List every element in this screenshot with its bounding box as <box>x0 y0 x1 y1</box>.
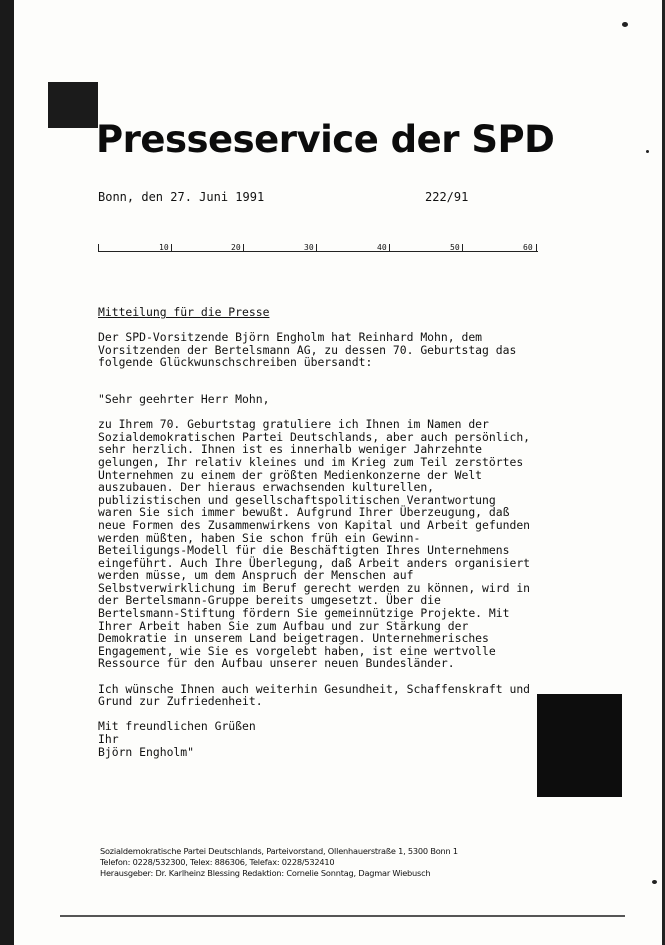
footer-contact: Telefon: 0228/532300, Telex: 886306, Telefax: 0228/532410 <box>100 857 335 867</box>
text-line: Ressource für den Aufbau unserer neuen Bundesländer. <box>98 656 455 671</box>
footer-address: Sozialdemokratische Partei Deutschlands, Parteivorstand, Ollenhauerstraße 1, 5300 Bonn 1 <box>100 846 458 856</box>
ruler-tick <box>536 244 537 252</box>
ruler-label-20: 20 <box>231 243 241 252</box>
scan-speck <box>646 150 649 153</box>
text-line: Grund zur Zufriedenheit. <box>98 694 263 709</box>
text-line: der Bertelsmann-Gruppe bereits umgesetzt. Über die <box>98 593 441 608</box>
text-line: gelungen, Ihr relativ kleines und im Krieg zum Teil zerstörtes <box>98 454 524 469</box>
text-line: Sozialdemokratischen Partei Deutschlands, aber auch persönlich, <box>98 429 531 444</box>
ruler-label-40: 40 <box>377 243 387 252</box>
text-line: waren Sie sich immer bewußt. Aufgrund Ihrer Überzeugung, daß <box>98 505 510 520</box>
ruler-label-50: 50 <box>450 243 460 252</box>
letter-body <box>98 306 558 771</box>
ruler-tick <box>243 244 244 252</box>
dateline: Bonn, den 27. Juni 1991 <box>98 190 265 204</box>
scan-corner-mark <box>48 82 98 128</box>
text-line: eingeführt. Auch Ihre Überlegung, daß Arbeit anders organisiert <box>98 555 531 570</box>
text-line: Bertelsmann-Stiftung fördern Sie gemeinnützige Projekte. Mit <box>98 606 510 621</box>
text-line: Engagement, wie Sie es vorgelebt haben, ist eine wertvolle <box>98 643 496 658</box>
scan-speck <box>622 22 628 27</box>
text-line: Demokratie in unserem Land beigetragen. Unternehmerisches <box>98 631 489 646</box>
text-line: Vorsitzenden der Bertelsmann AG, zu dessen 70. Geburtstag das <box>98 342 517 357</box>
ruler-tick <box>98 244 99 252</box>
ruler-tick <box>316 244 317 252</box>
text-line: neue Formen des Zusammenwirkens von Kapital und Arbeit gefunden <box>98 517 531 532</box>
page-title: Presseservice der SPD <box>96 118 555 161</box>
salutation: "Sehr geehrter Herr Mohn, <box>98 391 270 406</box>
scan-speck <box>652 880 657 884</box>
ruler-label-10: 10 <box>159 243 169 252</box>
ruler-label-60: 60 <box>523 243 533 252</box>
reference-number: 222/91 <box>425 190 469 204</box>
text-line: publizistischen und gesellschaftspolitischen Verantwortung <box>98 492 496 507</box>
signoff <box>98 720 558 758</box>
footer-editorial: Herausgeber: Dr. Karlheinz Blessing Redaktion: Cornelie Sonntag, Dagmar Wiebusch <box>100 868 431 878</box>
scan-edge-bottom <box>60 915 625 917</box>
typewriter-ruler <box>98 241 538 255</box>
ruler-tick <box>389 244 390 252</box>
text-line: werden müßten, haben Sie schon früh ein Gewinn- <box>98 530 421 545</box>
text-line: auszubauen. Der hieraus erwachsenden kulturellen, <box>98 480 435 495</box>
intro-paragraph <box>98 331 558 369</box>
main-paragraph <box>98 418 558 670</box>
text-line: Mit freundlichen Grüßen <box>98 719 256 734</box>
closing-paragraph <box>98 683 558 708</box>
text-line: Ihr <box>98 732 119 746</box>
text-line: Der SPD-Vorsitzende Björn Engholm hat Reinhard Mohn, dem <box>98 330 483 345</box>
scan-edge-left <box>0 0 14 945</box>
ruler-tick <box>171 244 172 252</box>
text-line: zu Ihrem 70. Geburtstag gratuliere ich Ihnen im Namen der <box>98 417 489 432</box>
text-line: Beteiligungs-Modell für die Beschäftigten Ihres Unternehmens <box>98 543 510 558</box>
text-line: Ich wünsche Ihnen auch weiterhin Gesundheit, Schaffenskraft und <box>98 681 531 696</box>
footer <box>100 846 458 879</box>
ruler-label-30: 30 <box>304 243 314 252</box>
text-line: Ihrer Arbeit haben Sie zum Aufbau und zur Stärkung der <box>98 618 469 633</box>
ruler-tick <box>462 244 463 252</box>
press-release-heading: Mitteilung für die Presse <box>98 305 270 319</box>
text-line: sehr herzlich. Ihnen ist es innerhalb weniger Jahrzehnte <box>98 442 483 457</box>
text-line: Selbstverwirklichung im Beruf gerecht werden zu können, wird in <box>98 580 531 595</box>
text-line: werden müsse, um dem Anspruch der Menschen auf <box>98 568 414 583</box>
signature-name: Björn Engholm" <box>98 744 195 759</box>
text-line: Unternehmen zu einem der größten Medienkonzerne der Welt <box>98 467 483 482</box>
text-line: folgende Glückwunschschreiben übersandt: <box>98 355 373 370</box>
